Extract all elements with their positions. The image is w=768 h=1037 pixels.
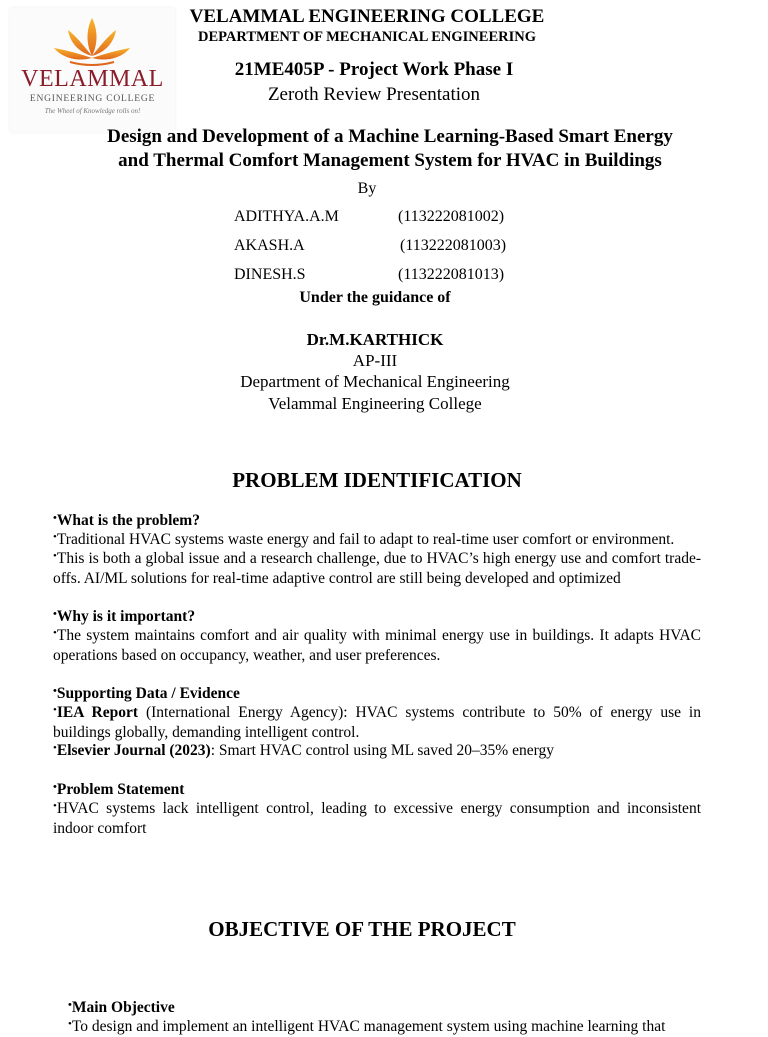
guide-college: Velammal Engineering College	[268, 394, 482, 413]
course-title: 21ME405P - Project Work Phase I	[234, 59, 514, 80]
problem-answer-text: Traditional HVAC systems waste energy and fail to adapt to real-time user comfort or environment.	[56, 531, 675, 548]
bullet-icon: •	[68, 1018, 72, 1030]
logo-tagline: The Wheel of Knowledge rolls on!	[44, 107, 141, 115]
project-title	[80, 125, 700, 173]
project-title-line: and Thermal Comfort Management System for HVAC in Buildings	[118, 150, 662, 171]
student-name: DINESH.S	[234, 266, 306, 283]
student-id: (113222081002)	[398, 208, 505, 225]
bullet-icon: •	[53, 800, 57, 812]
bullet-icon: •	[53, 742, 57, 754]
student-name: ADITHYA.A.M	[234, 208, 339, 225]
project-title-line: Design and Development of a Machine Learning-Based Smart Energy	[107, 126, 673, 147]
importance-question-text: Why is it important?	[56, 608, 196, 625]
lotus-icon	[50, 16, 135, 68]
importance-question	[53, 607, 701, 627]
student-id: (113222081003)	[400, 237, 507, 254]
student-id: (113222081013)	[398, 266, 505, 283]
bullet-icon: •	[53, 531, 57, 543]
main-objective-text	[68, 1017, 701, 1037]
statement-text	[53, 799, 701, 838]
problem-heading: PROBLEM IDENTIFICATION	[232, 468, 522, 492]
guide-designation: AP-III	[352, 351, 398, 370]
review-title: Zeroth Review Presentation	[267, 84, 481, 105]
iea-label: IEA Report	[56, 704, 139, 721]
statement-heading	[53, 780, 701, 800]
guidance-label: Under the guidance of	[299, 289, 451, 306]
problem-question-text: What is the problem?	[56, 512, 200, 529]
importance-answer	[53, 626, 701, 665]
logo-subtitle: ENGINEERING COLLEGE	[29, 94, 156, 104]
bullet-icon: •	[53, 627, 57, 639]
statement-heading-text: Problem Statement	[56, 781, 185, 798]
college-logo	[10, 8, 175, 132]
department-name: DEPARTMENT OF MECHANICAL ENGINEERING	[198, 29, 536, 45]
bullet-icon: •	[53, 550, 57, 562]
problem-answer-text: This is both a global issue and a research challenge, due to HVAC’s high energy use and comfort trade-offs. AI/ML solutions for real-time adaptive control are still being developed and optimized	[53, 550, 701, 587]
problem-answer	[53, 530, 701, 550]
bullet-icon: •	[53, 704, 57, 716]
bullet-icon: •	[53, 685, 57, 697]
college-name: VELAMMAL ENGINEERING COLLEGE	[189, 6, 545, 27]
importance-answer-text: The system maintains comfort and air quality with minimal energy use in buildings. It adapts HVAC operations based on occupancy, weather, and user preferences.	[53, 627, 701, 664]
evidence-heading-text: Supporting Data / Evidence	[56, 685, 240, 702]
logo-wordmark: VELAMMAL	[21, 66, 164, 92]
main-objective-heading-text: Main Objective	[71, 999, 175, 1016]
guide-name: Dr.M.KARTHICK	[306, 330, 444, 349]
elsevier-label: Elsevier Journal (2023)	[56, 742, 211, 759]
bullet-icon: •	[53, 608, 57, 620]
main-objective-body: To design and implement an intelligent HVAC management system using machine learning that	[71, 1018, 666, 1035]
main-objective-heading	[68, 998, 701, 1018]
evidence-iea	[53, 703, 701, 742]
bullet-icon: •	[53, 512, 57, 524]
problem-question	[53, 511, 701, 531]
by-label: By	[357, 180, 377, 197]
evidence-elsevier	[53, 741, 701, 761]
student-name: AKASH.A	[234, 237, 305, 254]
problem-answer	[53, 549, 701, 588]
statement-body: HVAC systems lack intelligent control, leading to excessive energy consumption and inconsistent indoor comfort	[53, 800, 701, 837]
iea-text: (International Energy Agency): HVAC systems contribute to 50% of energy use in buildings globally, demanding intelligent control.	[53, 704, 701, 741]
bullet-icon: •	[53, 781, 57, 793]
objective-heading: OBJECTIVE OF THE PROJECT	[208, 917, 516, 941]
bullet-icon: •	[68, 999, 72, 1011]
elsevier-text: : Smart HVAC control using ML saved 20–35% energy	[210, 742, 554, 759]
guide-department: Department of Mechanical Engineering	[240, 372, 510, 391]
evidence-heading	[53, 684, 701, 704]
